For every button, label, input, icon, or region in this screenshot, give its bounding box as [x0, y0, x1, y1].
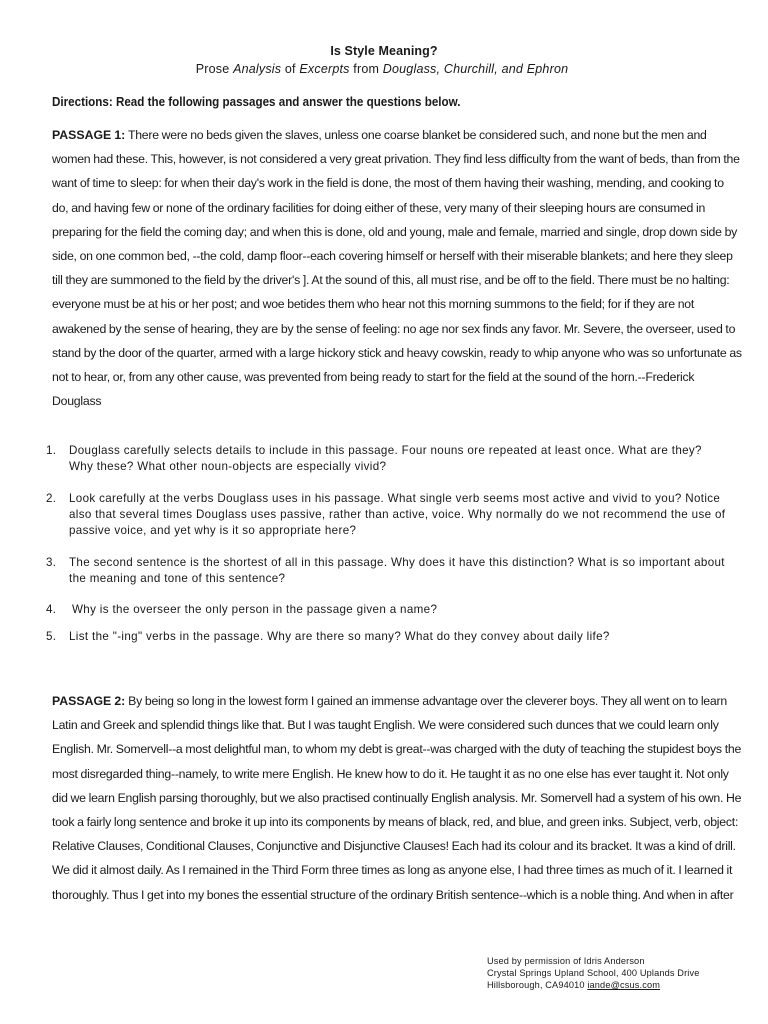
question-item — [46, 555, 726, 602]
subtitle-part: Excerpts — [299, 62, 350, 76]
question-item — [46, 491, 726, 555]
passage-2-text: By being so long in the lowest form I gained an immense advantage over the cleverer boys. They all went on to learn Latin and Greek and splendid things like that. But I was taught English. We were considered such dunces that we could learn only English. Mr. Somervell--a most delightful man, to whom my debt is great--was charged with the duty of teaching the stupidest boys the most disregarded thing--namely, to write mere English. He knew how to do it. He taught it as no one else has ever taught it. Not only did we learn English parsing thoroughly, but we also practised continually English analysis. Mr. Somervell had a system of his own. He took a fairly long sentence and broke it up into its components by means of black, red, and blue, and green inks. Subject, verb, object: Relative Clauses, Conditional Clauses, Conjunctive and Disjunctive Clauses! Each had its colour and its bracket. It was a kind of drill. We did it almost daily. As I remained in the Third Form three times as long as anyone else, I had three times as much of it. I learned it thoroughly. Thus I get into my bones the essential structure of the ordinary British sentence--which is a noble thing. And when in after — [52, 694, 742, 902]
question-item — [46, 629, 726, 645]
question-item — [46, 443, 726, 491]
passage-2-label: PASSAGE 2: — [52, 694, 126, 708]
question-number: 5. — [46, 630, 57, 643]
question-number: 4. — [46, 603, 57, 616]
subtitle-part: Analysis — [233, 62, 282, 76]
question-number: 3. — [46, 556, 57, 569]
question-number: 2. — [46, 492, 57, 505]
footer-line: Used by permission of Idris Anderson — [487, 956, 645, 966]
document-subtitle — [0, 62, 764, 76]
subtitle-part: Douglass, Churchill, and Ephron — [382, 62, 569, 76]
subtitle-part: Prose — [195, 62, 234, 76]
question-text: Douglass carefully selects details to include in this passage. Four nouns ore repeated at least once. What are they? Why these? What other noun-objects are especially vivid? — [69, 444, 702, 473]
email-link[interactable]: iande@csus.com — [587, 980, 661, 990]
subtitle-part: from — [349, 62, 383, 76]
passage-1 — [52, 123, 742, 413]
permission-footer — [487, 955, 700, 991]
question-text: The second sentence is the shortest of all in this passage. Why does it have this distinction? What is so important about the meaning and tone of this sentence? — [69, 556, 725, 585]
question-text: Why is the overseer the only person in the passage given a name? — [72, 603, 438, 616]
directions: Directions: Read the following passages and answer the questions below. — [52, 95, 461, 109]
footer-line — [487, 979, 700, 991]
question-text: Look carefully at the verbs Douglass uses in his passage. What single verb seems most active and vivid to you? Notice also that several times Douglass uses passive, rather than active, voice. Why normally do we not recommend the use of passive voice, and yet why is it so appropriate here? — [69, 492, 726, 537]
footer-line: Crystal Springs Upland School, 400 Uplands Drive — [487, 968, 700, 978]
footer-address: Hillsborough, CA94010 — [487, 980, 588, 990]
question-text: List the "-ing" verbs in the passage. Why are there so many? What do they convey about daily life? — [69, 630, 610, 643]
passage-1-label: PASSAGE 1: — [52, 128, 126, 142]
question-item — [46, 602, 726, 629]
passage-1-text: There were no beds given the slaves, unless one coarse blanket be considered such, and none but the men and women had these. This, however, is not considered a very great privation. They find less difficulty from the want of beds, than from the want of time to sleep: for when their day's work in the field is done, the most of them having their washing, mending, and cooking to do, and having few or none of the ordinary facilities for doing either of these, very many of their sleeping hours are consumed in preparing for the field the coming day; and when this is done, old and young, male and female, married and single, drop down side by side, on one common bed, --the cold, damp floor--each covering himself or herself with their miserable blankets; and here they sleep till they are summoned to the field by the driver's ]. At the sound of this, all must rise, and be off to the field. There must be no halting: everyone must be at his or her post; and woe betides them who hear not this morning summons to the field; for if they are not awakened by the sense of hearing, they are by the sense of feeling: no age nor sex finds any favor. Mr. Severe, the overseer, used to stand by the door of the quarter, armed with a large hickory stick and heavy cowskin, ready to whip anyone who was so unfortunate as not to hear, or, from any other cause, was prevented from being ready to start for the field at the sound of the horn.--Frederick Douglass — [52, 128, 742, 409]
passage-2 — [52, 689, 742, 907]
document-title: Is Style Meaning? — [330, 44, 438, 58]
subtitle-part: of — [281, 62, 300, 76]
question-number: 1. — [46, 444, 57, 457]
question-list — [46, 443, 726, 645]
